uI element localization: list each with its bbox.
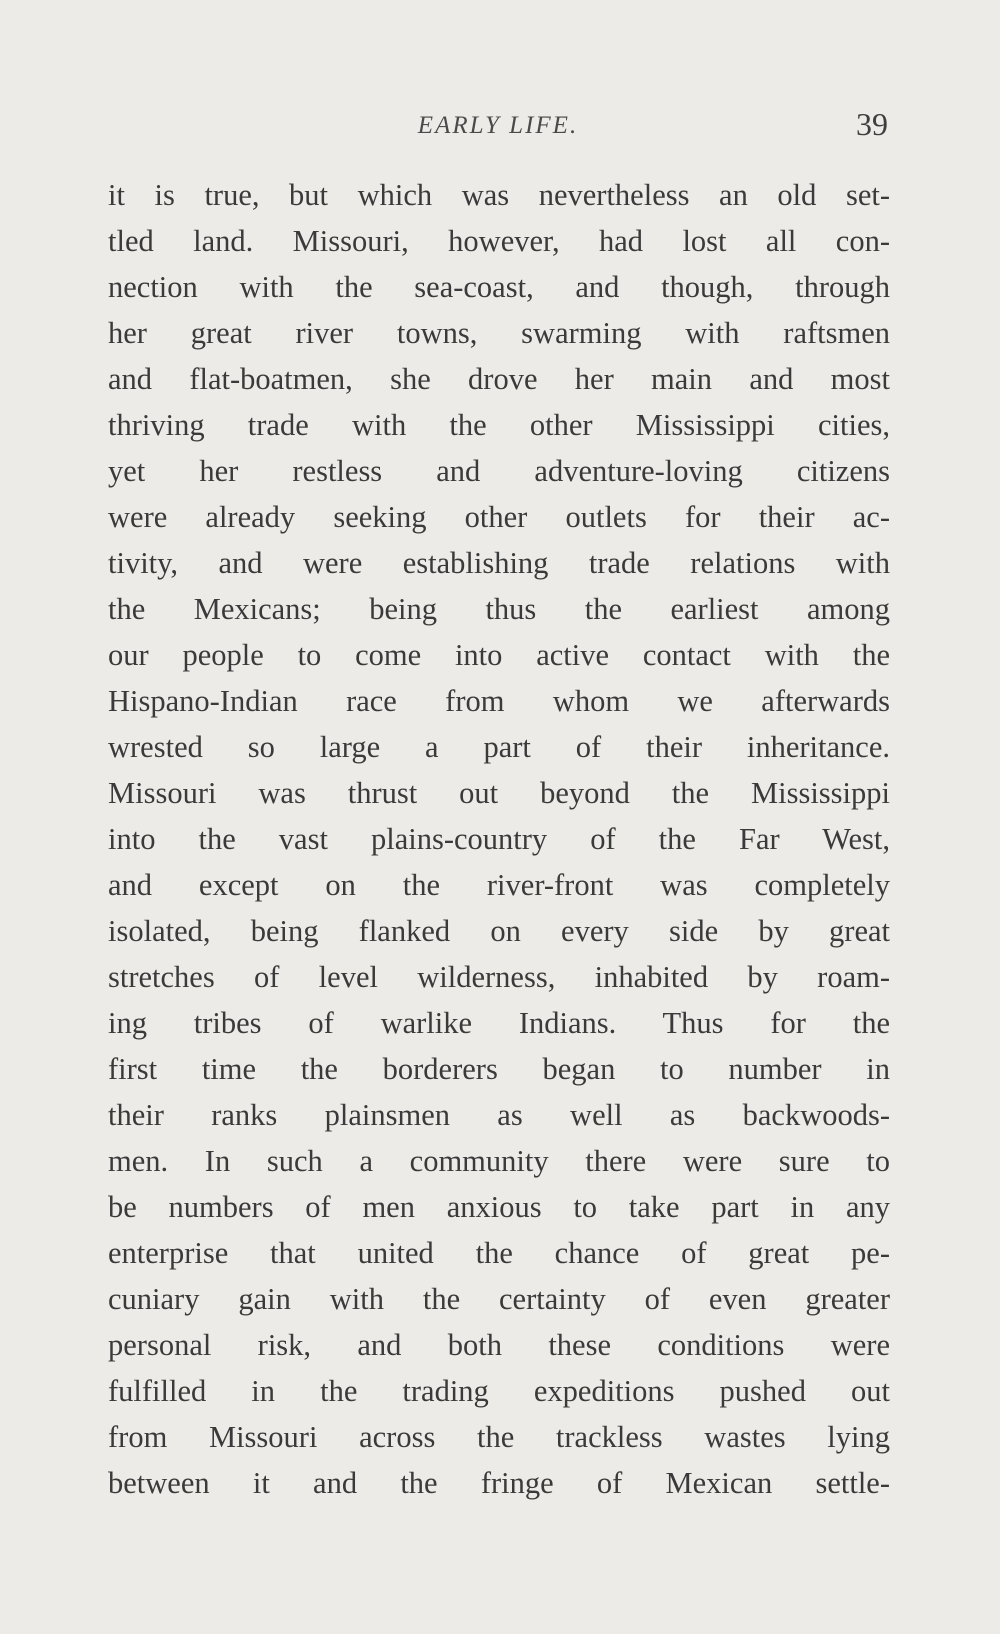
text-line: tivity, and were establishing trade relations with [108,546,890,580]
page-number: 39 [856,106,888,142]
text-line: our people to come into active contact with the [108,638,890,672]
text-line: and flat-boatmen, she drove her main and most [108,362,890,396]
running-head [108,106,888,150]
text-line: into the vast plains-country of the Far West, [108,822,890,856]
text-line: and except on the river-front was completely [108,868,890,902]
text-line: their ranks plainsmen as well as backwoods- [108,1098,890,1132]
text-line: stretches of level wilderness, inhabited by roam- [108,960,890,994]
text-line: thriving trade with the other Mississippi cities, [108,408,890,442]
text-line: personal risk, and both these conditions were [108,1328,890,1362]
text-line: her great river towns, swarming with raftsmen [108,316,890,350]
text-line: Hispano-Indian race from whom we afterwards [108,684,890,718]
text-line: it is true, but which was nevertheless an old set- [108,178,890,212]
text-line: enterprise that united the chance of great pe- [108,1236,890,1270]
text-line: isolated, being flanked on every side by great [108,914,890,948]
text-line: cuniary gain with the certainty of even greater [108,1282,890,1316]
text-line: were already seeking other outlets for their ac- [108,500,890,534]
text-line: ing tribes of warlike Indians. Thus for the [108,1006,890,1040]
text-line: men. In such a community there were sure to [108,1144,890,1178]
text-line: between it and the fringe of Mexican settle- [108,1466,890,1500]
text-line: the Mexicans; being thus the earliest among [108,592,890,626]
running-title: EARLY LIFE. [417,112,579,139]
text-line: from Missouri across the trackless wastes lying [108,1420,890,1454]
body-text [108,172,890,1506]
text-line: wrested so large a part of their inheritance. [108,730,890,764]
text-line: yet her restless and adventure-loving citizens [108,454,890,488]
text-line: nection with the sea-coast, and though, through [108,270,890,304]
text-line: tled land. Missouri, however, had lost all con- [108,224,890,258]
text-line: first time the borderers began to number in [108,1052,890,1086]
text-line: fulfilled in the trading expeditions pushed out [108,1374,890,1408]
text-line: be numbers of men anxious to take part in any [108,1190,890,1224]
text-line: Missouri was thrust out beyond the Mississippi [108,776,890,810]
